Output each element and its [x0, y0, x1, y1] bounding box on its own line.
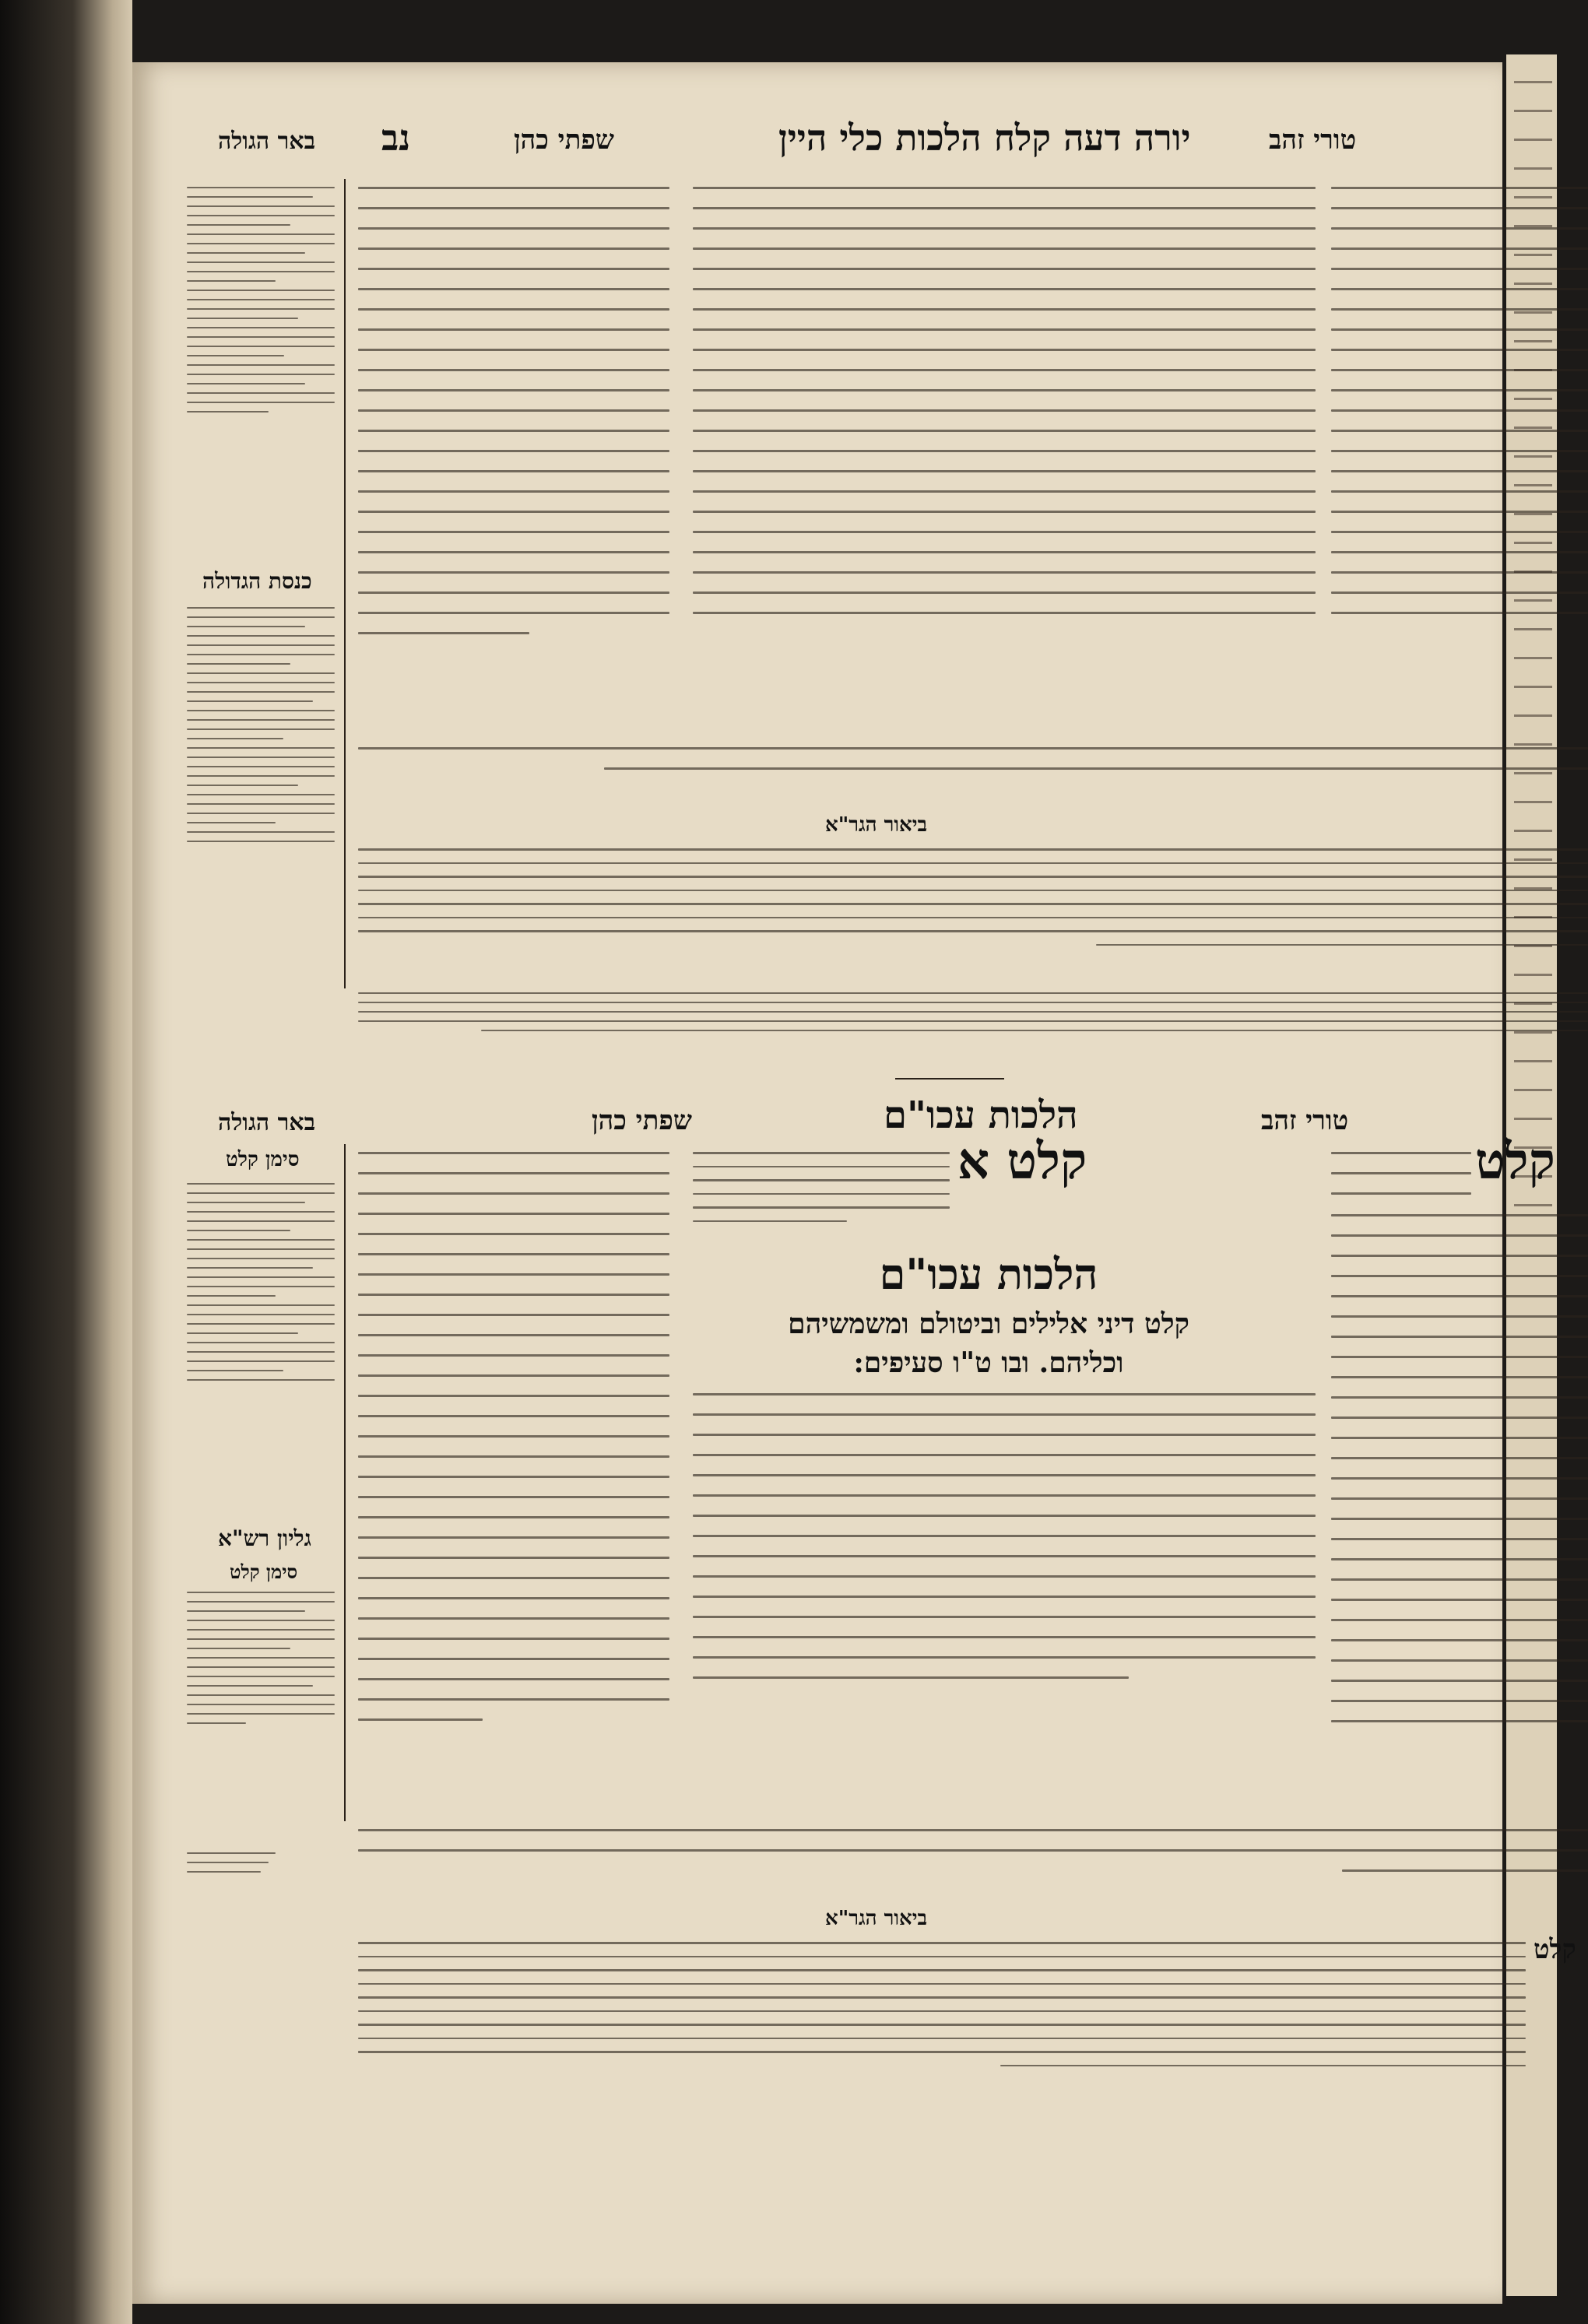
shiftei-kohen-upper-text — [358, 187, 669, 755]
book-page — [132, 62, 1576, 2304]
header-turei-zahav: טורי זהב — [1269, 125, 1357, 156]
lower-shiftei-kohen-text — [358, 1152, 669, 1821]
upper-column-divider-left — [344, 179, 346, 988]
header-beer-hagolah: באר הגולה — [218, 128, 316, 155]
lower-header-turei-zahav: טורי זהב — [1261, 1105, 1349, 1136]
lower-continuation-lines — [358, 1829, 1588, 1899]
header-shiftei-kohen: שפתי כהן — [514, 125, 614, 156]
gilyon-rsha-siman: סימן קלט — [230, 1560, 298, 1583]
lower-header-halachot-akum: הלכות עכו"ם — [884, 1094, 1078, 1137]
lower-header-beer-hagolah: באר הגולה — [218, 1109, 316, 1136]
lower-header-shiftei-kohen: שפתי כהן — [592, 1105, 692, 1136]
main-text-upper — [693, 187, 1316, 747]
lower-main-text — [693, 1393, 1316, 1751]
section-separator — [895, 1078, 1004, 1080]
knesset-hagedolah-text — [187, 607, 335, 988]
turei-zahav-upper-text — [1331, 187, 1588, 747]
gra-lower-siman: קלט — [1534, 1934, 1576, 1965]
siman-big-label-mid: קלט א — [957, 1132, 1087, 1191]
siman-big-label-right: קלט — [1475, 1132, 1555, 1191]
lower-turei-zahav-text — [1331, 1152, 1471, 1214]
main-text-upper-lower-lines — [358, 747, 1588, 809]
header-page-number: נב — [381, 117, 411, 159]
knesset-hagedolah-heading: כנסת הגדולה — [202, 568, 312, 594]
center-section-title: הלכות עכו"ם — [879, 1249, 1098, 1299]
gilyon-rsha-title: גליון רש"א — [218, 1525, 311, 1551]
lower-left-margin-notes — [187, 1852, 335, 2125]
siman-title-line-1: קלט דיני אלילים וביטולם ומשמשיהם — [788, 1308, 1189, 1340]
book-spine — [0, 0, 132, 2324]
gra-lower-text-wide — [358, 1996, 1588, 2121]
header-main-title: יורה דעה קלח הלכות כלי היין — [778, 117, 1191, 159]
lower-beer-hagolah-siman: סימן קלט — [226, 1148, 300, 1171]
lower-beer-hagolah-text — [187, 1183, 335, 1510]
gra-heading-lower: ביאור הגר"א — [825, 1907, 928, 1930]
gilyon-rsha-text — [187, 1592, 335, 1825]
lower-turei-zahav-text-body — [1331, 1214, 1588, 1821]
gra-heading-upper: ביאור הגר"א — [825, 813, 928, 837]
beer-hagolah-upper-text — [187, 187, 335, 553]
lower-column-divider-left — [344, 1144, 346, 1821]
siman-title-line-2: וכליהם. ובו ט"ו סעיפים: — [853, 1346, 1124, 1379]
lower-main-text-top — [693, 1152, 950, 1253]
gra-upper-text — [358, 848, 1588, 988]
upper-footnote-text — [358, 992, 1588, 1070]
